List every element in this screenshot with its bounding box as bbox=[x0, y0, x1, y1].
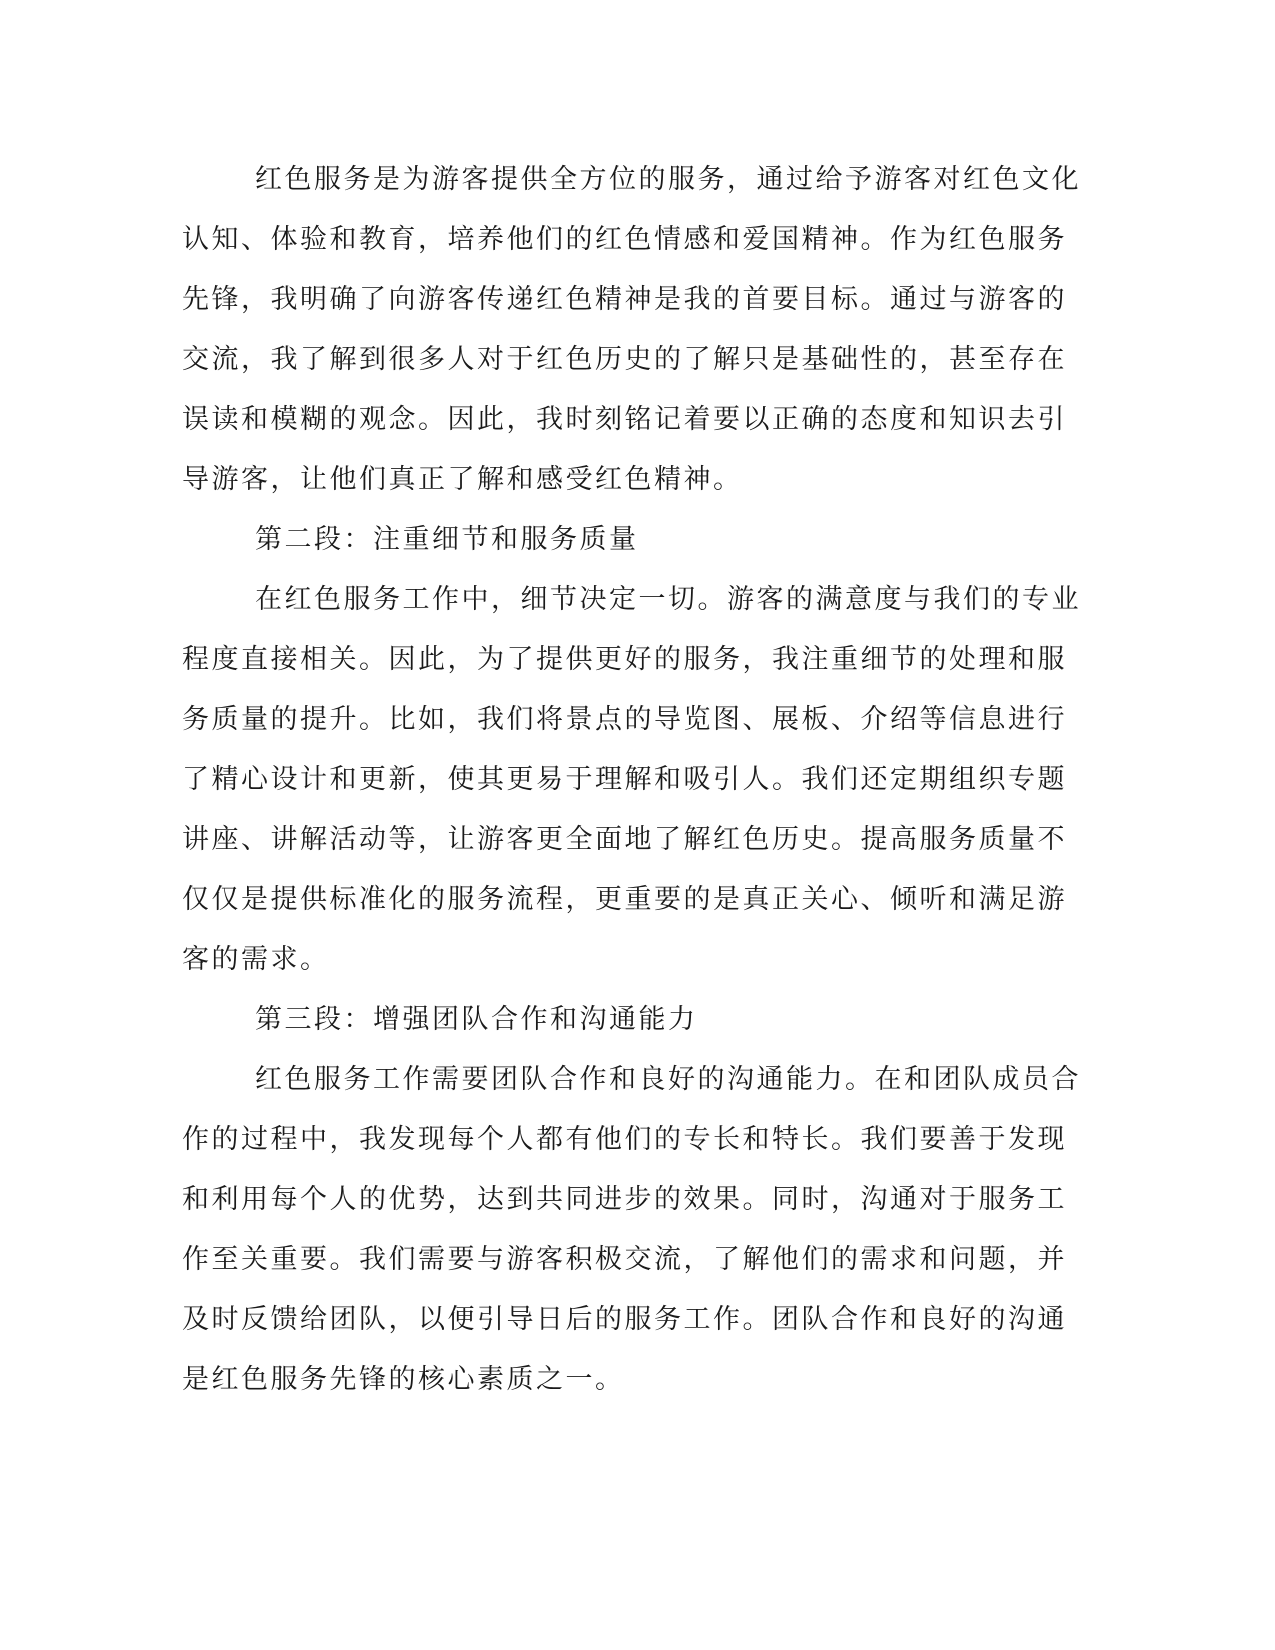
paragraph-2 bbox=[182, 570, 1081, 990]
paragraph-line: 务质量的提升。比如，我们将景点的导览图、展板、介绍等信息进行 bbox=[182, 704, 1067, 735]
paragraph-line: 交流，我了解到很多人对于红色历史的了解只是基础性的，甚至存在 bbox=[182, 344, 1067, 375]
paragraph-line: 及时反馈给团队，以便引导日后的服务工作。团队合作和良好的沟通 bbox=[182, 1304, 1067, 1335]
paragraph-3 bbox=[182, 1050, 1081, 1410]
paragraph-line: 先锋，我明确了向游客传递红色精神是我的首要目标。通过与游客的 bbox=[182, 284, 1067, 315]
section-heading-3: 第三段：增强团队合作和沟通能力 bbox=[255, 1004, 698, 1035]
paragraph-1 bbox=[182, 150, 1081, 510]
paragraph-line: 是红色服务先锋的核心素质之一。 bbox=[182, 1364, 625, 1395]
paragraph-line: 作的过程中，我发现每个人都有他们的专长和特长。我们要善于发现 bbox=[182, 1124, 1067, 1155]
paragraph-line: 导游客，让他们真正了解和感受红色精神。 bbox=[182, 464, 743, 495]
paragraph-line: 红色服务工作需要团队合作和良好的沟通能力。在和团队成员合 bbox=[255, 1064, 1081, 1095]
paragraph-line: 红色服务是为游客提供全方位的服务，通过给予游客对红色文化 bbox=[255, 164, 1081, 195]
paragraph-line: 客的需求。 bbox=[182, 944, 330, 975]
document-page bbox=[182, 150, 1081, 1410]
paragraph-line: 程度直接相关。因此，为了提供更好的服务，我注重细节的处理和服 bbox=[182, 644, 1067, 675]
paragraph-line: 作至关重要。我们需要与游客积极交流，了解他们的需求和问题，并 bbox=[182, 1244, 1067, 1275]
paragraph-line: 了精心设计和更新，使其更易于理解和吸引人。我们还定期组织专题 bbox=[182, 764, 1067, 795]
paragraph-line: 仅仅是提供标准化的服务流程，更重要的是真正关心、倾听和满足游 bbox=[182, 884, 1067, 915]
paragraph-line: 和利用每个人的优势，达到共同进步的效果。同时，沟通对于服务工 bbox=[182, 1184, 1067, 1215]
paragraph-line: 讲座、讲解活动等，让游客更全面地了解红色历史。提高服务质量不 bbox=[182, 824, 1067, 855]
paragraph-line: 在红色服务工作中，细节决定一切。游客的满意度与我们的专业 bbox=[255, 584, 1081, 615]
paragraph-line: 认知、体验和教育，培养他们的红色情感和爱国精神。作为红色服务 bbox=[182, 224, 1067, 255]
paragraph-line: 误读和模糊的观念。因此，我时刻铭记着要以正确的态度和知识去引 bbox=[182, 404, 1067, 435]
section-heading-2: 第二段：注重细节和服务质量 bbox=[255, 524, 639, 555]
